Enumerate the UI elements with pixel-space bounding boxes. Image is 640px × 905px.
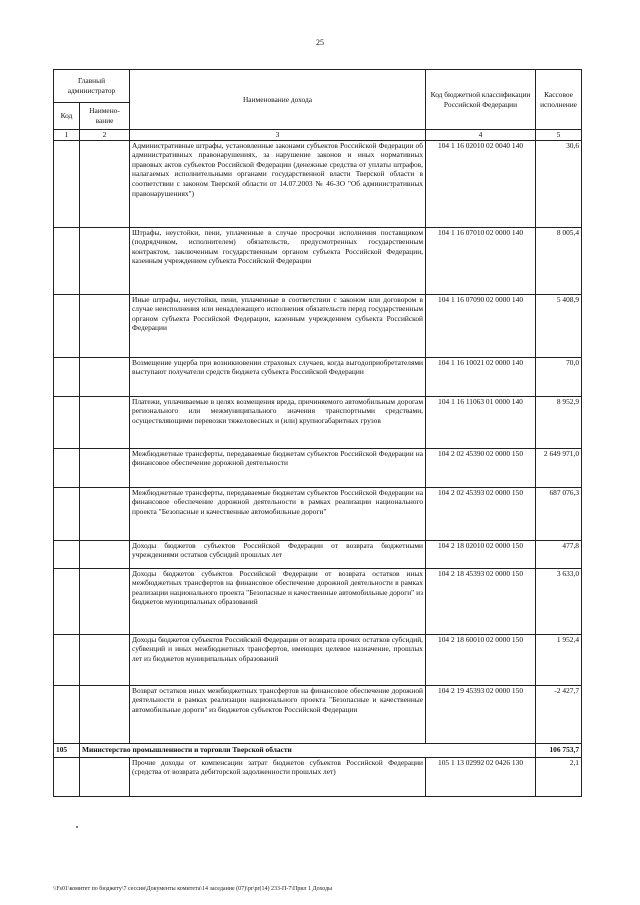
- cash-amount: 70,0: [536, 357, 582, 396]
- budget-code: 104 2 18 45393 02 0000 150: [426, 568, 536, 634]
- table-row: [54, 294, 582, 357]
- budget-code: 104 2 02 45393 02 0000 150: [426, 487, 536, 540]
- budget-code: 104 2 02 45390 02 0000 150: [426, 448, 536, 487]
- budget-code: 104 1 16 07090 02 0000 140: [426, 294, 536, 357]
- cash-amount: 2,1: [536, 757, 582, 796]
- budget-code: 104 1 16 10021 02 0000 140: [426, 357, 536, 396]
- table-row: [54, 685, 582, 743]
- header-cash: Кассовое исполнение: [536, 70, 582, 130]
- cash-amount: 30,6: [536, 140, 582, 227]
- table-row: [54, 540, 582, 568]
- budget-code: 104 1 16 07010 02 0000 140: [426, 227, 536, 294]
- budget-code: 104 1 16 02010 02 0040 140: [426, 140, 536, 227]
- table-row: [54, 634, 582, 685]
- cash-amount: 5 408,9: [536, 294, 582, 357]
- budget-code: 104 1 16 11063 01 0000 140: [426, 396, 536, 448]
- table-row: [54, 568, 582, 634]
- income-name: Штрафы, неустойки, пени, уплаченные в случае просрочки исполнения поставщиком (подрядчиком, исполнителем) обязательств, предусмотренных государственным контрактом, заключенным государственным органом субъекта Российской Федерации, казенным учреждением субъекта Российской Федерации: [130, 227, 426, 294]
- income-name: Доходы бюджетов субъектов Российской Федерации от возврата прочих остатков субсидий, субвенций и иных межбюджетных трансфертов, имеющих целевое назначение, прошлых лет из бюджетов муниципальных образований: [130, 634, 426, 685]
- table-row: [54, 227, 582, 294]
- income-name: Административные штрафы, установленные законами субъектов Российской Федерации об административных правонарушениях, за нарушение законов и иных нормативных правовых актов субъектов Российской Федерации (денежные средства от уплаты штрафов, налагаемых исполнительными органами государственной власти Тверской области в соответствии с законом Тверской области от 14.07.2003 № 46-ЗО "Об административных правонарушениях"): [130, 140, 426, 227]
- col-number: 5: [536, 130, 582, 141]
- income-name: Доходы бюджетов субъектов Российской Федерации от возврата остатков иных межбюджетных трансфертов на финансовое обеспечение дорожной деятельности в рамках реализации национального проекта "Безопасные и качественные автомобильные дороги" из бюджетов муниципальных образований: [130, 568, 426, 634]
- budget-code: 104 2 18 02010 02 0000 150: [426, 540, 536, 568]
- header-income-name: Наименование дохода: [130, 70, 426, 130]
- page-number: 25: [316, 38, 324, 47]
- budget-code: 104 2 18 60010 02 0000 150: [426, 634, 536, 685]
- ministry-row: [54, 743, 582, 757]
- income-name: Возврат остатков иных межбюджетных трансфертов на финансовое обеспечение дорожной деятельности в рамках реализации национального проекта "Безопасные и качественные автомобильные дороги" из бюджетов субъектов Российской Федерации: [130, 685, 426, 743]
- col-number: 1: [54, 130, 80, 141]
- income-name: Межбюджетные трансферты, передаваемые бюджетам субъектов Российской Федерации на финансовое обеспечение дорожной деятельности: [130, 448, 426, 487]
- header-admin-name: Наимено-вание: [80, 103, 130, 130]
- income-name: Платежи, уплачиваемые в целях возмещения вреда, причиняемого автомобильным дорогам регионального или межмуниципального значения транспортными средствами, осуществляющими перевозки тяжеловесных и (или) крупногабаритных грузов: [130, 396, 426, 448]
- table-row: [54, 448, 582, 487]
- ministry-code: 105: [54, 743, 80, 757]
- footer-path: \\Fs01\комитет по бюджету\7 сессия\Документы комитета\14 заседание (07)\pr\pr(14) 233-П-7\Прил 1 Доходы: [53, 886, 333, 892]
- income-table: [53, 69, 582, 797]
- cash-amount: 477,8: [536, 540, 582, 568]
- col-number: 4: [426, 130, 536, 141]
- budget-code: 105 1 13 02992 02 0426 130: [426, 757, 536, 796]
- col-number: 2: [80, 130, 130, 141]
- income-name: Иные штрафы, неустойки, пени, уплаченные в соответствии с законом или договором в случае неисполнения или ненадлежащего исполнения обязательств перед государственным органом субъекта Российской Федерации, казенным учреждением субъекта Российской Федерации: [130, 294, 426, 357]
- income-name: Прочие доходы от компенсации затрат бюджетов субъектов Российской Федерации (средства от возврата дебиторской задолженности прошлых лет): [130, 757, 426, 796]
- table-row: [54, 357, 582, 396]
- cash-amount: 8 952,9: [536, 396, 582, 448]
- table-row: [54, 487, 582, 540]
- income-name: Межбюджетные трансферты, передаваемые бюджетам субъектов Российской Федерации на финансовое обеспечение дорожной деятельности в рамках реализации национального проекта "Безопасные и качественные автомобильные дороги": [130, 487, 426, 540]
- ministry-name: Министерство промышленности и торговли Тверской области: [80, 743, 536, 757]
- stray-mark: [76, 826, 78, 828]
- header-admin-group: Главный администратор: [54, 70, 130, 103]
- table-row: [54, 140, 582, 227]
- header-budget-code: Код бюджетной классификации Российской Федерации: [426, 70, 536, 130]
- header-code: Код: [54, 103, 80, 130]
- cash-amount: 3 633,0: [536, 568, 582, 634]
- cash-amount: 687 076,3: [536, 487, 582, 540]
- table-row: [54, 757, 582, 796]
- budget-code: 104 2 19 45393 02 0000 150: [426, 685, 536, 743]
- col-number: 3: [130, 130, 426, 141]
- income-name: Доходы бюджетов субъектов Российской Федерации от возврата бюджетными учреждениями остатков субсидий прошлых лет: [130, 540, 426, 568]
- ministry-amount: 106 753,7: [536, 743, 582, 757]
- cash-amount: -2 427,7: [536, 685, 582, 743]
- table-row: [54, 396, 582, 448]
- cash-amount: 8 005,4: [536, 227, 582, 294]
- income-name: Возмещение ущерба при возникновении страховых случаев, когда выгодоприобретателями выступают получатели средств бюджета субъекта Российской Федерации: [130, 357, 426, 396]
- cash-amount: 1 952,4: [536, 634, 582, 685]
- cash-amount: 2 649 971,0: [536, 448, 582, 487]
